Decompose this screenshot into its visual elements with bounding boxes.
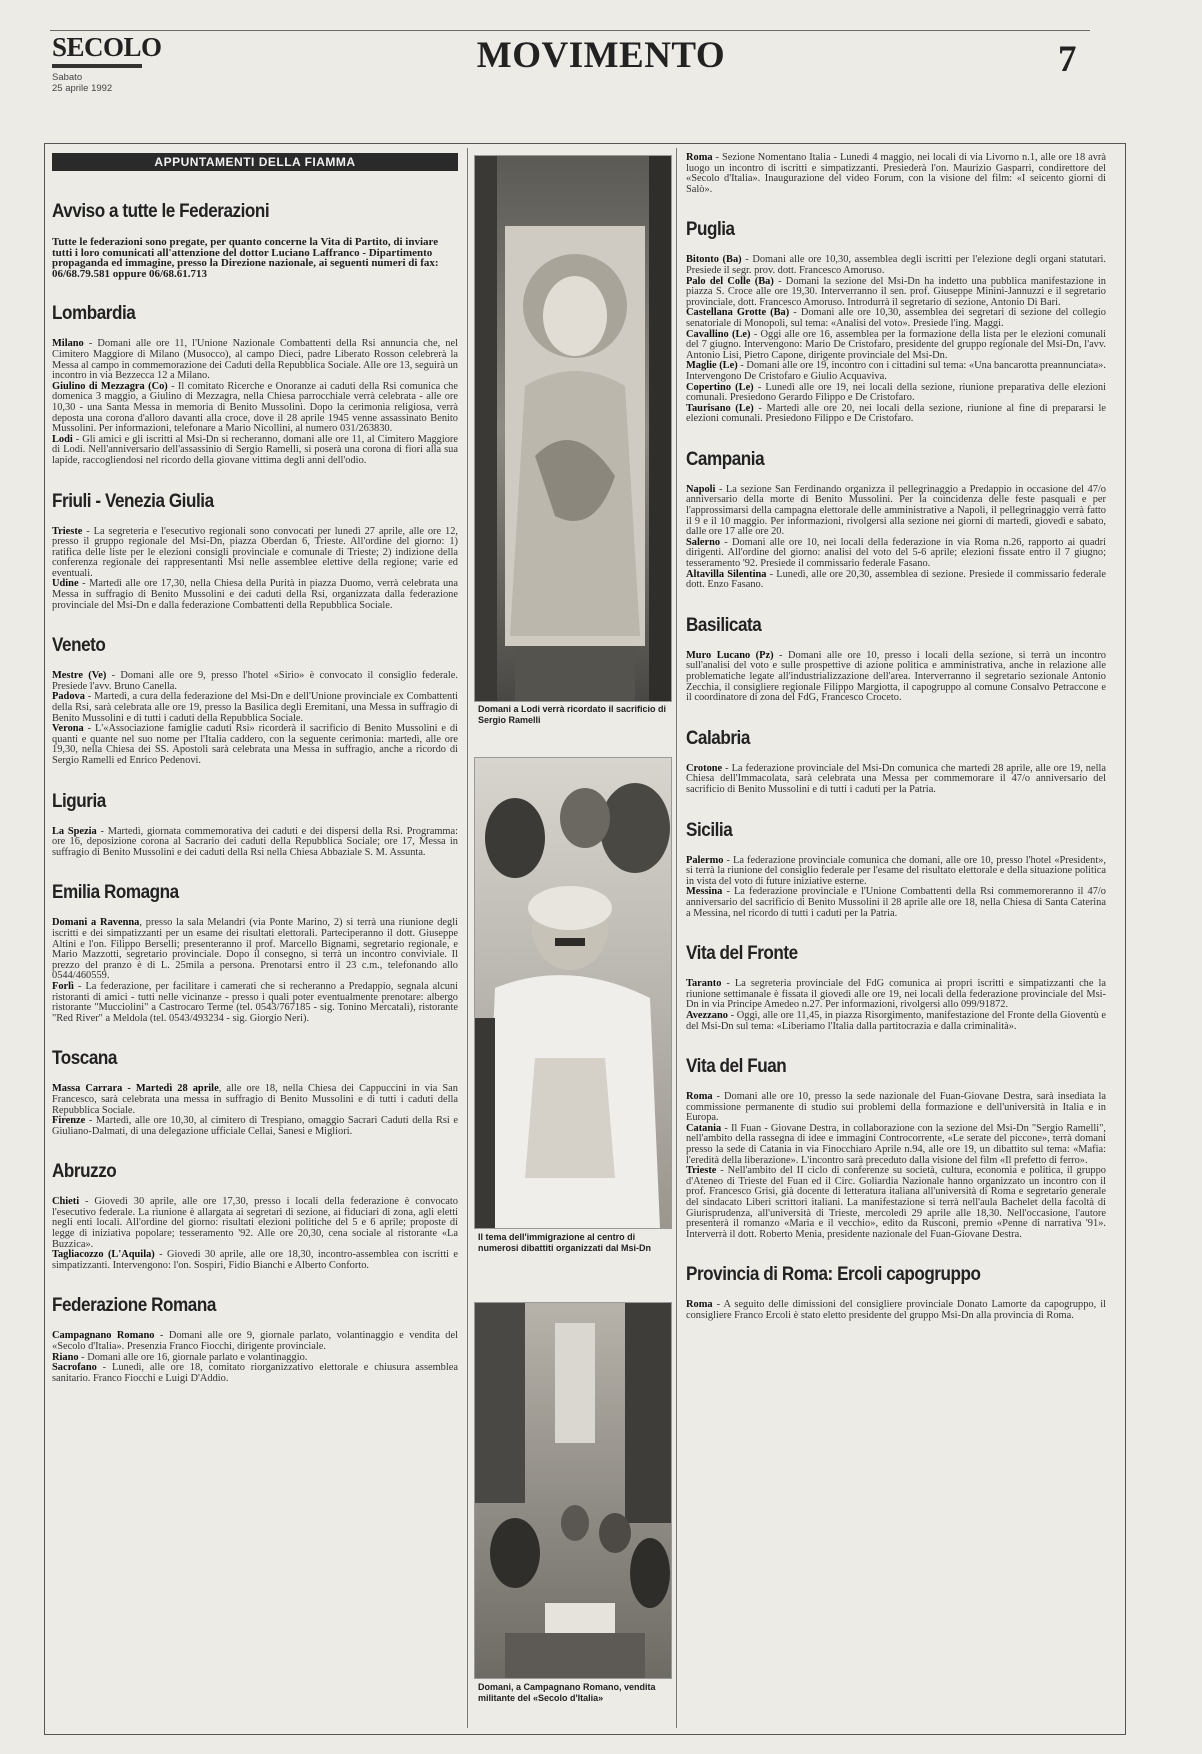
section-banner: APPUNTAMENTI DELLA FIAMMA (52, 153, 458, 171)
heading-friuli: Friuli - Venezia Giulia (52, 490, 214, 512)
heading-lombardia: Lombardia (52, 303, 136, 325)
entry-catania: Catania - Il Fuan - Giovane Destra, in collaborazione con la sezione del Msi-Dn "Sergio Ramelli", nell'ambito della rassegna di idee e immagini Controcorrente, «Le serate del piccone», terrà domani presso la sede di Catania in via Finocchiaro Aprile n.94, alle ore 19, un dibattito sul tema: «Mafia: l'eredità della liberazione». L'incontro sarà preceduto dalla visione del film «Il prefetto di ferro». (686, 1122, 1106, 1166)
photo-ramelli-poster (474, 155, 672, 702)
heading-romana: Federazione Romana (52, 1295, 216, 1317)
entry-salerno: Salerno - Domani alle ore 10, nei locali della federazione in via Roma n.26, rapporto ai quadri dirigenti. All'ordine del giorno: analisi del voto del 5-6 aprile; elezioni fissate entro il 7 giugno; tesseramento '92. Presiede il commissario federale Fasano. (686, 536, 1106, 570)
entry-riano: Riano - Domani alle ore 16, giornale parlato e volantinaggio. (52, 1351, 308, 1363)
entry-roma-nomentano: Roma - Sezione Nomentano Italia - Lunedì 4 maggio, nei locali di via Livorno n.1, alle ore 18 avrà luogo un incontro di iscritti e simpatizzanti. Presiederà l'on. Maurizio Gasparri, condirettore del «Secolo d'Italia». Inaugurazione del video Forum, con la visione del film: «I seicento giorni di Salò». (686, 153, 1106, 195)
entry-altavilla: Altavilla Silentina - Lunedì, alle ore 20,30, assemblea di sezione. Presiede il commissario federale dott. Enzo Fasano. (686, 568, 1106, 591)
entry-bitonto: Bitonto (Ba) - Domani alle ore 10,30, assemblea degli iscritti per l'elezione degli organi statutari. Presiede il segr. prov. dott. Francesco Amoruso. (686, 254, 1106, 276)
entry-giulino: Giulino di Mezzagra (Co) - Il comitato Ricerche e Onoranze ai caduti della Rsi comunica che domenica 3 maggio, a Giulino di Mezzagra, nella Chiesa parrocchiale verrà celebrata - alle ore 10,30 - una Santa Messa in memoria di Benito Mussolini. Dopo la cerimonia religiosa, verrà deposta una corona d'alloro davanti alla croce, dove il 28 aprile 1945 venne assassinato Benito Mussolini. Per informazioni, telefonare a Mario Nicollini, al numero 031/263830. (52, 380, 458, 435)
entry-palermo: Palermo - La federazione provinciale comunica che domani, alle ore 10, presso l'hotel «President», si terrà la riunione del consiglio federale per l'esame del risultato elettorale e della situazione politica in vista del voto di future iniziative esterne. (686, 854, 1106, 887)
entry-fuan-trieste: Trieste - Nell'ambito del II ciclo di conferenze su società, cultura, economia e politica, il gruppo d'Ateneo di Trieste del Fuan ed il Circ. Goliardia Nazionale hanno organizzato un incontro con il prof. Francesco Grisi, già docente di letteratura italiana all'università di Roma e segretario generale del sindacato Liberi scrittori italiani. La manifestazione si terrà nell'aula Bachelet della facoltà di Giurisprudenza, all'università di Trieste, mercoledì 29 aprile alle 18,30. Nell'occasione, l'autore presenterà il romanzo «Maria e il vecchio», edito da Rusconi, premio «Penne di narrativa '91». Interverrà il dott. Roberto Menia, presidente nazionale del Fuan-Giovane Destra. (686, 1165, 1106, 1240)
entry-lodi: Lodi - Gli amici e gli iscritti al Msi-Dn si recheranno, domani alle ore 11, al Cimitero Maggiore di Lodi. Nell'anniversario dell'assassinio di Sergio Ramelli, si poserà una corona di fiori alla sua lapide, raccogliendosi nel ricordo della giovane vittima degli anni dell'odio. (52, 433, 458, 466)
section-title: MOVIMENTO (476, 35, 726, 76)
entry-chieti: Chieti - Giovedì 30 aprile, alle ore 17,30, presso i locali della federazione è convocato l'esecutivo federale. La riunione è allargata ai segretari di sezione, ai fiduciari di zona, agli eletti negli enti locali. All'ordine del giorno: risultati elezioni politiche del 5 e 6 aprile; proposte di legge di iniziativa popolare; tesseramento '92. Alle ore 20,30, cena sociale al ristorante «La Buzzica». (52, 1196, 458, 1250)
entry-forli: Forlì - La federazione, per facilitare i camerati che si recheranno a Predappio, segnala alcuni ristoranti di amici - tutti nelle vicinanze - presso i quali poter eventualmente prenotare: albergo ristorante "Mucciolini" a Castrocaro Terme (tel. 0543/767185 - sig. Tonino Mercatali), ristorante "Red River" a Meldola (tel. 0543/493234 - sig. Giorgio Neri). (52, 980, 458, 1024)
date-full: 25 aprile 1992 (52, 83, 113, 94)
entry-milano: Milano - Domani alle ore 11, l'Unione Nazionale Combattenti della Rsi annuncia che, nel Cimitero Maggiore di Milano (Musocco), al campo Dieci, padre Liberato Rosson celebrerà la Messa al campo in commemorazione dei Caduti della Repubblica Sociale. Alle ore 13, seguirà un incontro in via Bezzecca 12 a Milano. (52, 338, 458, 382)
entry-copertino: Copertino (Le) - Lunedì alle ore 19, nei locali della sezione, riunione preparativa delle elezioni comunali. Presiedono Gerardo Filippo e De Cristofaro. (686, 381, 1106, 404)
caption-photo3: Domani, a Campagnano Romano, vendita militante del «Secolo d'Italia» (478, 1682, 656, 1703)
entry-muro-lucano: Muro Lucano (Pz) - Domani alle ore 10, presso i locali della sezione, si terrà un incontro sull'analisi del voto e sulle prospettive di azione politica e amministrativa, anche in relazione alle problematiche legate all'industrializzazione dell'area. Interverranno il segretario sezionale Antonio Zecchia, il consigliere regionale Filippo Margiotta, il capogruppo al comune Consalvo Petraccone e il coordinatore di zona del FdG, Francesco Croceto. (686, 649, 1106, 704)
entry-campagnano: Campagnano Romano - Domani alle ore 9, giornale parlato, volantinaggio e vendita del «Secolo d'Italia». Presenzia Franco Fiocchi, dirigente provinciale. (52, 1330, 458, 1353)
heading-sicilia: Sicilia (686, 819, 733, 841)
photo-campagnano (474, 1302, 672, 1679)
column-rule-right (676, 148, 677, 1728)
entry-massa: Massa Carrara - Martedì 28 aprile, alle ore 18, nella Chiesa dei Cappuccini in via San Francesco, sarà celebrata una messa in suffragio di Benito Mussolini e di tutti i caduti della Repubblica Sociale. (52, 1083, 458, 1116)
heading-avviso: Avviso a tutte le Federazioni (52, 201, 270, 222)
heading-emilia: Emilia Romagna (52, 882, 179, 904)
avviso-text: Tutte le federazioni sono pregate, per quanto concerne la Vita di Partito, di inviare tutti i loro comunicati all'attenzione del dottor Luciano Laffranco - Dipartimento propaganda ed immagine, presso la Direzione nazionale, ai seguenti numeri di fax: 06/68.79.581 oppure 06/68.61.713 (52, 236, 439, 280)
heading-provincia: Provincia di Roma: Ercoli capogruppo (686, 1264, 981, 1286)
entry-ravenna: Domani a Ravenna, presso la sala Melandri (via Ponte Marino, 2) si terrà una riunione degli iscritti e dei simpatizzanti per un esame dei risultati elettorali. Parteciperanno il dott. Giuseppe Altini e l'on. Filippo Berselli; presenteranno il prof. Marcello Bignami, segretario regionale, e Mario Mazzotti, segretario provinciale. Dopo il consegno, si terrà un incontro conviviale. Il prezzo del pranzo è di L. 25mila a persona. Prenotarsi entro il 23 c.m., telefonando allo 0544/460559. (52, 917, 458, 982)
column-rule-left (467, 148, 468, 1728)
brand-logo: SECOLO (52, 32, 162, 62)
entry-palo-del-colle: Palo del Colle (Ba) - Domani la sezione del Msi-Dn ha indetto una pubblica manifestazione in piazza S. Croce alle ore 19,30. Interverranno il sen. prof. Giuseppe Minini-Jannuzzi e il segretario provinciale, dott. Francesco Amoruso. Introdurrà il segretario di sezione, Antonio Di Bari. (686, 275, 1106, 308)
heading-abruzzo: Abruzzo (52, 1161, 117, 1183)
entry-udine: Udine - Martedì alle ore 17,30, nella Chiesa della Purità in piazza Duomo, verrà celebrata una Messa in suffragio di Benito Mussolini e dei caduti della Rsi, organizzata dalla federazione provinciale del Msi-Dn e dalla federazione Combattenti della Repubblica Sociale. (52, 578, 458, 611)
entry-padova: Padova - Martedì, a cura della federazione del Msi-Dn e dell'Unione provinciale ex Combattenti della Rsi, sarà celebrata alle ore 19, presso la Basilica degli Eremitani, una Messa in suffragio di Benito Mussolini e di tutti i caduti della Repubblica Sociale. (52, 691, 458, 724)
page-number: 7 (1058, 39, 1077, 80)
entry-taurisano: Taurisano (Le) - Martedì alle ore 20, nei locali della sezione, riunione al fine di prepararsi le elezioni comunali. Presiedono Filippo e De Cristofaro. (686, 402, 1106, 425)
photo-immigration (474, 757, 672, 1229)
entry-la-spezia: La Spezia - Martedì, giornata commemorativa dei caduti e dei dispersi della Rsi. Programma: ore 16, deposizione corona al Sacrario dei caduti della Repubblica Sociale; ore 17, Messa in suffragio di Benito Mussolini e dei caduti della Rsi nella Chiesa Abbaziale S. M. Assunta. (52, 825, 458, 858)
entry-trieste: Trieste - La segreteria e l'esecutivo regionali sono convocati per lunedì 27 aprile, alle ore 12, presso il gruppo regionale del Msi-Dn, piazza Oberdan 6, Trieste. All'ordine del giorno: 1) ratifica delle liste per le elezioni consigli provinciale e comunale di Trieste; 2) indizione della conferenza regionale dei rappresentanti Msi nelle assemblee elettive della regione; varie ed eventuali. (52, 525, 458, 579)
right-column (686, 153, 1106, 1723)
heading-campania: Campania (686, 448, 765, 470)
entry-napoli: Napoli - La sezione San Ferdinando organizza il pellegrinaggio a Predappio in occasione del 47/o anniversario della morte di Benito Mussolini. Per la coincidenza delle feste pasquali e per l'approssimarsi della campagna elettorale delle amministrative a Napoli, il pellegrinaggio verrà fatto il 9 e il 10 maggio. Per informazioni, rivolgersi alla sezione nei giorni di martedì, giovedì e sabato, dalle ore 17 alle ore 20. (686, 483, 1106, 538)
entry-sacrofano: Sacrofano - Lunedì, alle ore 18, comitato riorganizzativo elettorale e chiusura assemblea sanitario. Franco Fiocchi e Luigi D'Addio. (52, 1362, 458, 1384)
entry-mestre: Mestre (Ve) - Domani alle ore 9, presso l'hotel «Sirio» è convocato il consiglio federale. Presiede l'avv. Bruno Canella. (52, 670, 458, 692)
heading-basilicata: Basilicata (686, 614, 762, 636)
entry-firenze: Firenze - Martedì, alle ore 10,30, al cimitero di Trespiano, omaggio Sacrari Caduti della Rsi e Giuliano-Dalmati, di una delegazione ufficiale Cellai, Sanesi e Migliori. (52, 1115, 458, 1137)
entry-provincia-roma: Roma - A seguito delle dimissioni del consigliere provinciale Donato Lamorte da capogruppo, il consigliere Franco Ercoli è stato eletto presidente del gruppo Msi-Dn alla provincia di Roma. (686, 1299, 1106, 1321)
entry-castellana: Castellana Grotte (Ba) - Domani alle ore 10,30, assemblea dei segretari di sezione del collegio senatoriale di Monopoli, sul tema: «Analisi del voto». Presiede l'ing. Maggi. (686, 307, 1106, 329)
caption-photo2: Il tema dell'immigrazione al centro di numerosi dibattiti organizzati dal Msi-Dn (478, 1232, 652, 1253)
heading-puglia: Puglia (686, 219, 735, 241)
left-column (52, 153, 458, 1723)
heading-veneto: Veneto (52, 635, 106, 657)
entry-cavallino: Cavallino (Le) - Oggi alle ore 16, assemblea per la formazione della lista per le elezioni comunali del 7 giugno. Intervengono: Mario De Cristofaro, presidente del gruppo regionale del Msi-Dn, l'avv. Antonio Lisi, Pietro Capone, dirigente provinciale del Msi-Dn. (686, 328, 1106, 361)
date-weekday: Sabato (52, 72, 83, 83)
entry-messina: Messina - La federazione provinciale e l'Unione Combattenti della Rsi commemoreranno il 47/o anniversario del sacrificio di Benito Mussolini il 28 aprile alle ore 18, nella Chiesa di Santa Caterina a Messina, nel ricordo di tutti i caduti per la Patria. (686, 886, 1106, 919)
entry-verona: Verona - L'«Associazione famiglie caduti Rsi» ricorderà il sacrificio di Benito Mussolini e di quanti e quante nel suo nome per l'Italia caddero, con la seguente cerimonia: martedì, alle ore 19,30, nella Chiesa dei SS. Apostoli sarà celebrata una Messa in suffragio, anche a ricordo di Sergio Ramelli ed Enrico Pedenovi. (52, 723, 458, 766)
heading-calabria: Calabria (686, 727, 750, 749)
heading-fuan: Vita del Fuan (686, 1056, 787, 1078)
entry-fuan-roma: Roma - Domani alle ore 10, presso la sede nazionale del Fuan-Giovane Destra, sarà insediata la commissione permanente di studio sui problemi della formazione e dell'università in Italia e in Europa. (686, 1091, 1106, 1124)
entry-avezzano: Avezzano - Oggi, alle ore 11,45, in piazza Risorgimento, manifestazione del Fronte della Gioventù e del Msi-Dn sul tema: «Liberiamo l'Italia dalla partitocrazia e dalla criminalità». (686, 1009, 1106, 1032)
caption-photo1: Domani a Lodi verrà ricordato il sacrificio di Sergio Ramelli (478, 704, 667, 725)
entry-maglie: Maglie (Le) - Domani alle ore 19, incontro con i cittadini sul tema: «Una bancarotta preannunciata». Intervengono De Cristofaro e Giulio Acquaviva. (686, 360, 1106, 382)
entry-taranto: Taranto - La segreteria provinciale del FdG comunica ai propri iscritti e simpatizzanti che la riunione settimanale è fissata il giovedì alle ore 19, nei locali della federazione provinciale del Msi-Dn in via Principe Amedeo n.27. Per informazioni, rivolgersi allo 099/91872. (686, 978, 1106, 1011)
heading-toscana: Toscana (52, 1048, 117, 1070)
heading-liguria: Liguria (52, 790, 106, 812)
heading-fronte: Vita del Fronte (686, 943, 798, 965)
header-rule (50, 30, 1090, 31)
entry-crotone: Crotone - La federazione provinciale del Msi-Dn comunica che martedì 28 aprile, alle ore 19, nella Chiesa dell'Immacolata, sarà celebrata una Messa per commemorare il 47/o anniversario del sacrificio di Benito Mussolini e di tutti i caduti per la Patria. (686, 762, 1106, 795)
entry-tagliacozzo: Tagliacozzo (L'Aquila) - Giovedì 30 aprile, alle ore 18,30, incontro-assemblea con iscritti e simpatizzanti. Intervengono: l'on. Sospiri, Fidio Bianchi e Alberto Conforto. (52, 1249, 458, 1271)
